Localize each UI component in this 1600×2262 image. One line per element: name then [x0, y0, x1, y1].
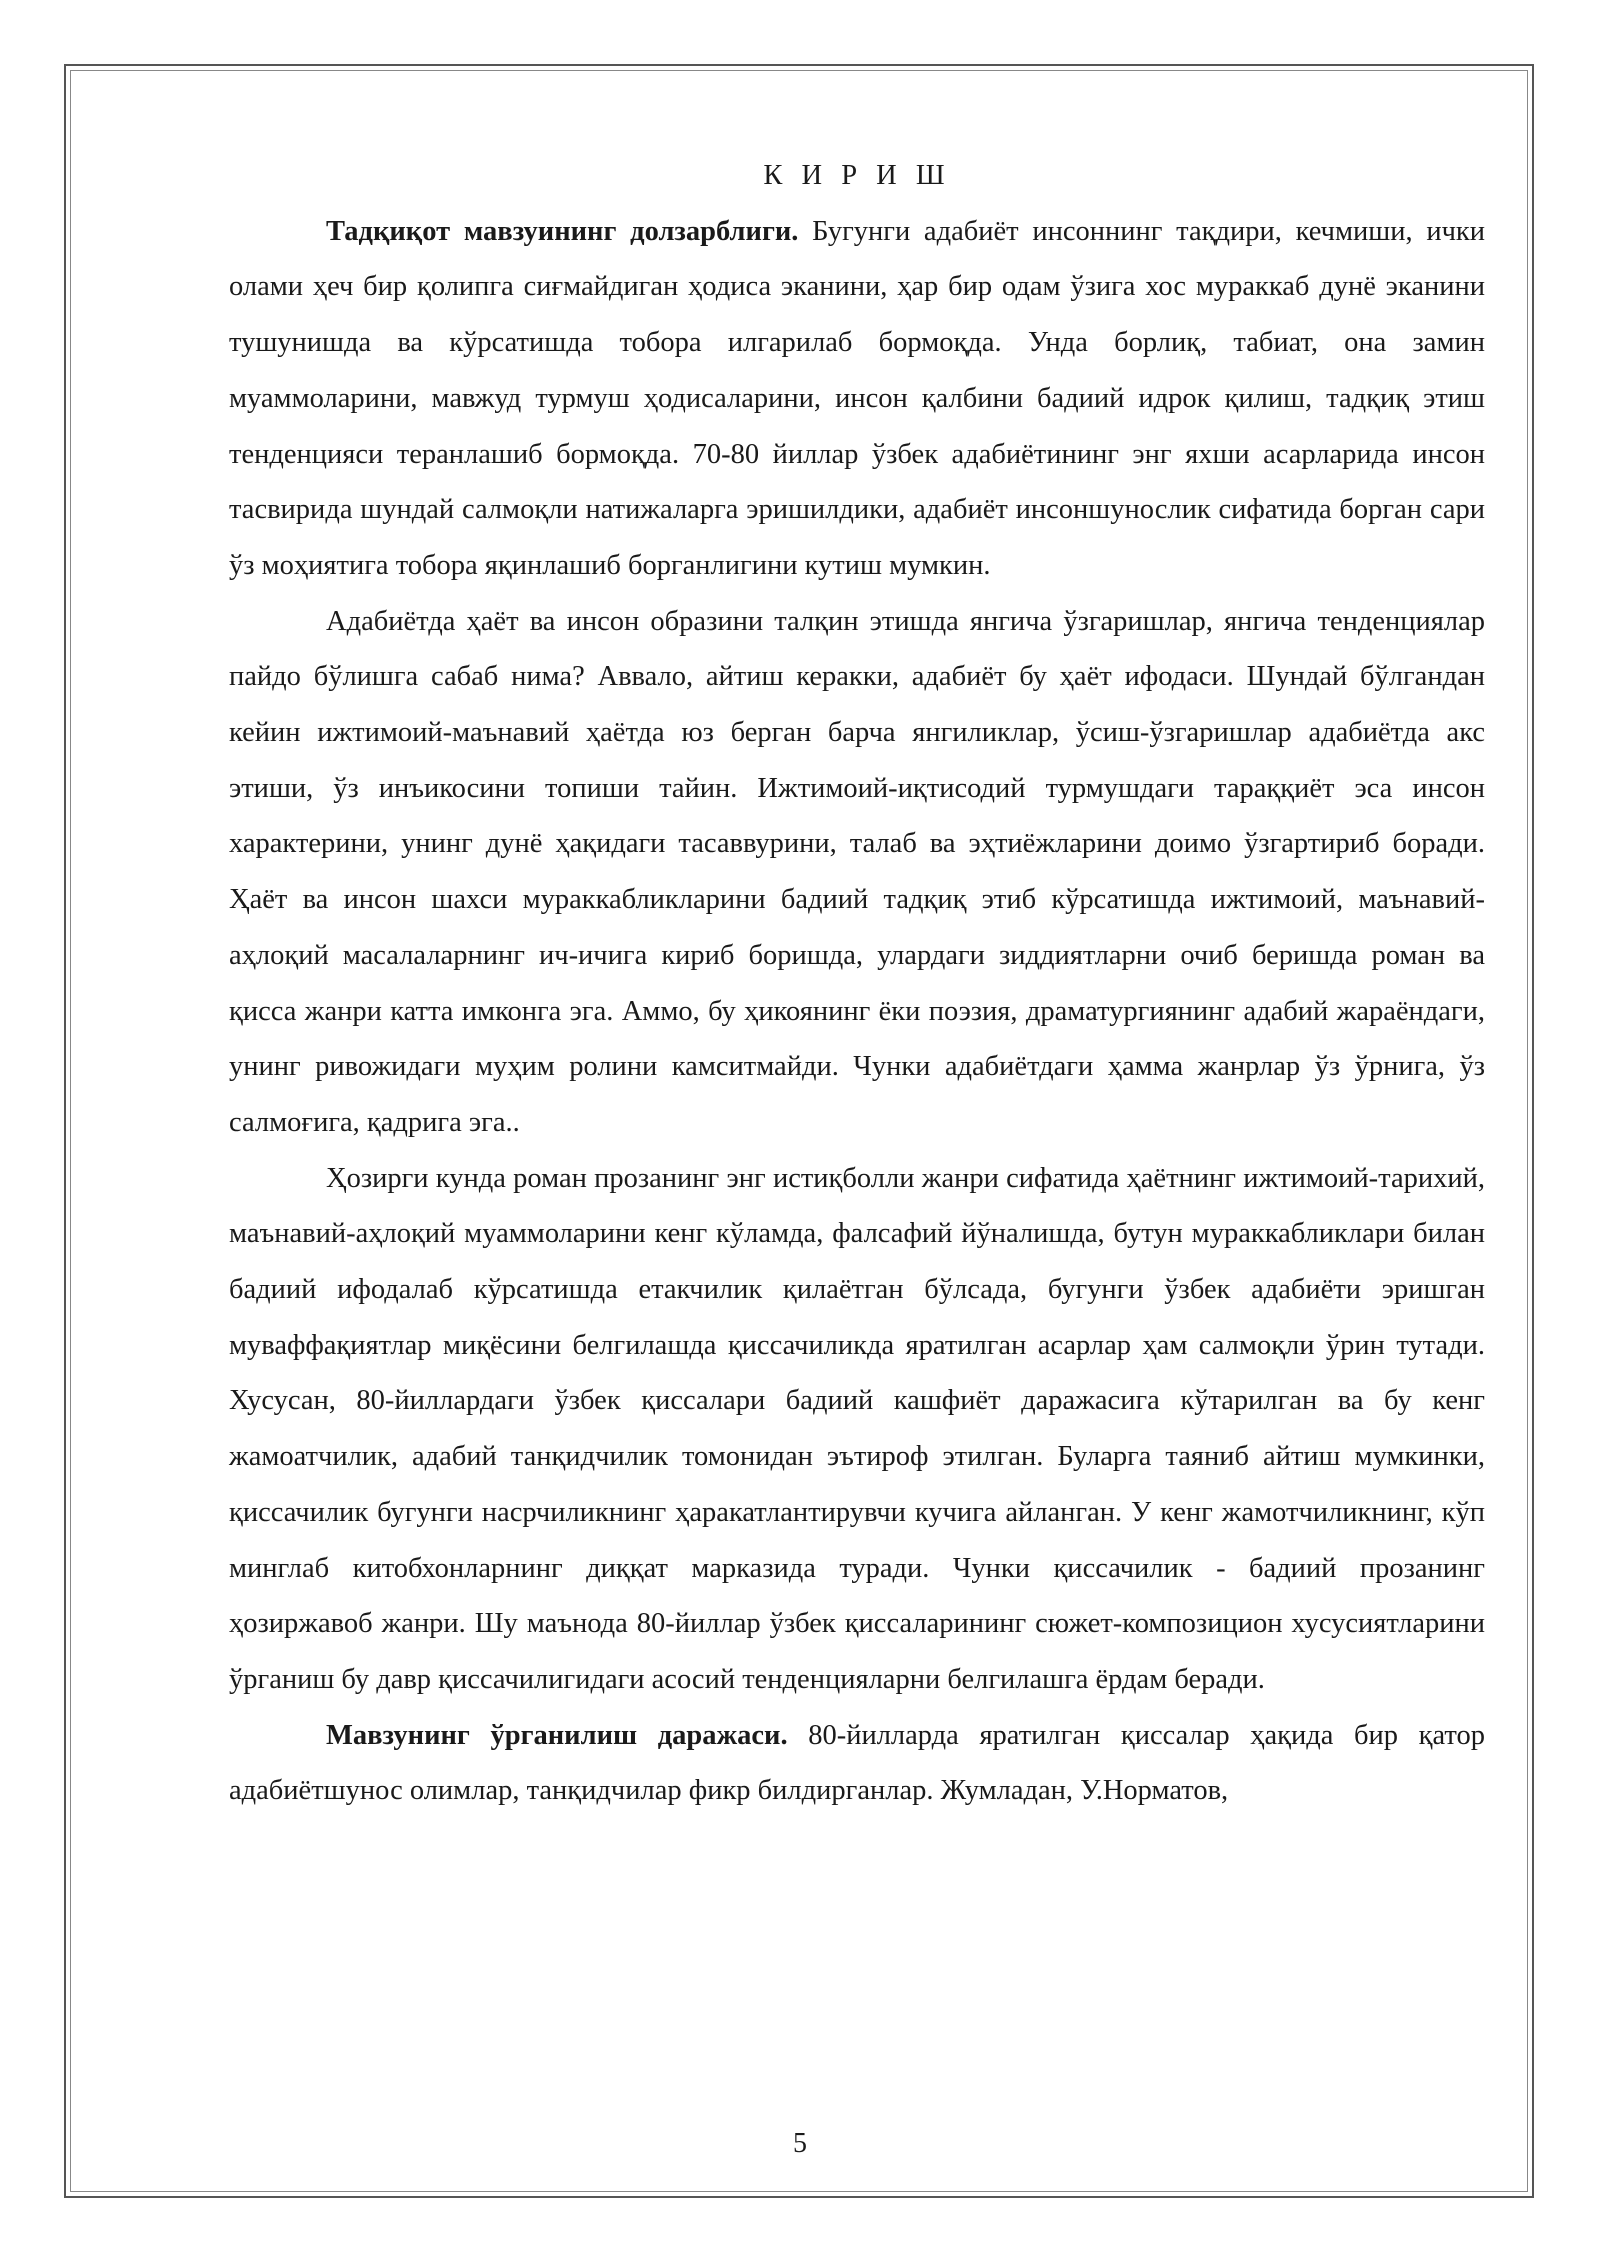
document-body	[229, 148, 1485, 1819]
section-heading: К И Р И Ш	[763, 160, 951, 191]
paragraph-modern-novel	[229, 1151, 1485, 1708]
paragraph-relevance	[229, 204, 1485, 594]
paragraph-text: Адабиётда ҳаёт ва инсон образини талқин этишда янгича ўзгаришлар, янгича тенденциялар пайдо бўлишга сабаб нима? Аввало, айтиш керакки, адабиёт бу ҳаёт ифодаси. Шундай бўлгандан кейин ижтимоий-маънавий ҳаётда юз берган барча янгиликлар, ўсиш-ўзгаришлар адабиётда акс этиши, ўз инъикосини топиши тайин. Ижтимоий-иқтисодий турмушдаги тараққиёт эса инсон характерини, унинг дунё ҳақидаги тасаввурини, талаб ва эҳтиёжларини доимо ўзгартириб боради. Ҳаёт ва инсон шахси мураккабликларини бадиий тадқиқ этиб кўрсатишда ижтимоий, маънавий-аҳлоқий масалаларнинг ич-ичига кириб боришда, улардаги зиддиятларни очиб беришда роман ва қисса жанри катта имконга эга. Аммо, бу ҳикоянинг ёки поэзия, драматургиянинг адабий жараёндаги, унинг ривожидаги муҳим ролини камситмайди. Чунки адабиётдаги ҳамма жанрлар ўз ўрнига, ўз салмоғига, қадрига эга..	[229, 605, 1485, 1138]
paragraph-text: Ҳозирги кунда роман прозанинг энг истиқболли жанри сифатида ҳаётнинг ижтимоий-тарихий, маънавий-аҳлоқий муаммоларини кенг кўламда, фалсафий йўналишда, бутун мураккабликлари билан бадиий ифодалаб кўрсатишда етакчилик қилаётган бўлсада, бугунги ўзбек адабиёти эришган муваффақиятлар миқёсини белгилашда қиссачиликда яратилган асарлар ҳам салмоқли ўрин тутади. Хусусан, 80-йиллардаги ўзбек қиссалари бадиий кашфиёт даражасига кўтарилган ва бу кенг жамоатчилик, адабий танқидчилик томонидан эътироф этилган. Буларга таяниб айтиш мумкинки, қиссачилик бугунги насрчиликнинг ҳаракатлантирувчи кучига айланган. У кенг жамотчиликнинг, кўп минглаб китобхонларнинг диққат марказида туради. Чунки қиссачилик - бадиий прозанинг ҳозиржавоб жанри. Шу маънода 80-йиллар ўзбек қиссаларининг сюжет-композицион хусусиятларини ўрганиш бу давр қиссачилигидаги асосий тенденцияларни белгилашга ёрдам беради.	[229, 1162, 1485, 1695]
paragraph-study-degree	[229, 1708, 1485, 1819]
paragraph-text: 80-йилларда яратилган қиссалар ҳақида бир қатор адабиётшунос олимлар, танқидчилар фикр билдирганлар. Жумладан, У.Норматов,	[229, 1719, 1485, 1807]
page-number: 5	[793, 2128, 807, 2159]
paragraph-literature-life	[229, 594, 1485, 1151]
paragraph-lead: Тадқиқот мавзуининг долзарблиги.	[326, 215, 799, 247]
paragraph-text: Бугунги адабиёт инсоннинг тақдири, кечмиши, ички олами ҳеч бир қолипга сиғмайдиган ҳодиса эканини, ҳар бир одам ўзига хос мураккаб дунё эканини тушунишда ва кўрсатишда тобора илгарилаб бормоқда. Унда борлиқ, табиат, она замин муаммоларини, мавжуд турмуш ҳодисаларини, инсон қалбини бадиий идрок қилиш, тадқиқ этиш тенденцияси теранлашиб бормоқда. 70-80 йиллар ўзбек адабиётининг энг яхши асарларида инсон тасвирида шундай салмоқли натижаларга эришилдики, адабиёт инсоншунослик сифатида борган сари ўз моҳиятига тобора яқинлашиб борганлигини кутиш мумкин.	[229, 215, 1485, 581]
paragraph-lead: Мавзунинг ўрганилиш даражаси.	[326, 1719, 788, 1751]
